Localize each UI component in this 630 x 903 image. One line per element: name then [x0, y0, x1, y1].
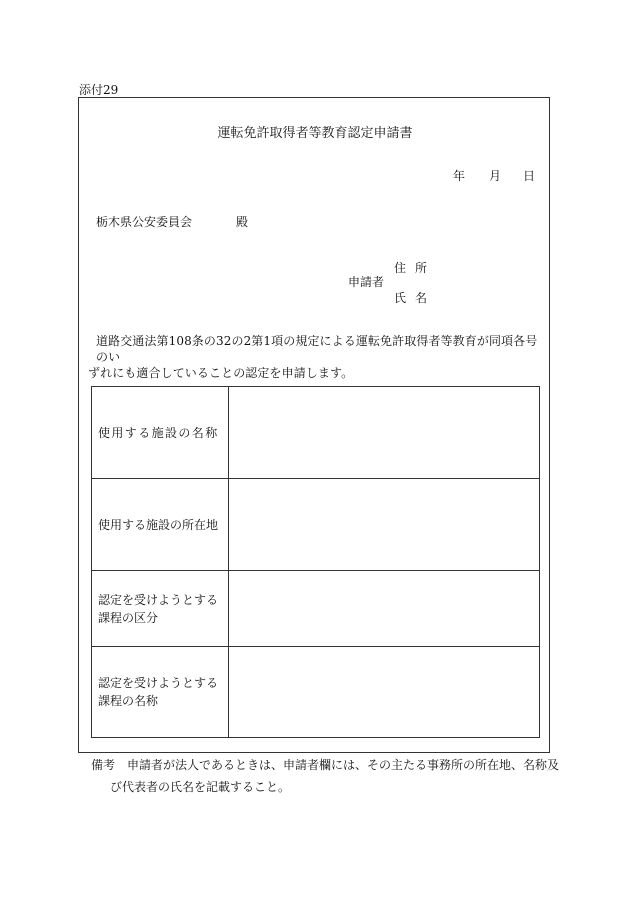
course-name-label: 認定を受けようとする 課程の名称 — [92, 647, 229, 738]
statement-line-1: 道路交通法第108条の32の2第1項の規定による運転免許取得者等教育が同項各号のい — [96, 334, 538, 364]
applicant-name-label: 氏名 — [394, 291, 437, 305]
course-category-field[interactable] — [229, 571, 540, 647]
course-name-field[interactable] — [229, 647, 540, 738]
table-row — [92, 571, 540, 647]
facility-name-label: 使用する施設の名称 — [92, 387, 229, 479]
course-category-label: 認定を受けようとする 課程の区分 — [92, 571, 229, 647]
facility-location-field[interactable] — [229, 479, 540, 571]
date-day-label: 日 — [523, 169, 536, 183]
remarks-line-1: 備考 申請者が法人であるときは、申請者欄には、その主たる事務所の所在地、名称及 — [91, 758, 560, 772]
date-year-label: 年 — [453, 169, 466, 183]
date-month-label: 月 — [489, 169, 502, 183]
facility-name-field[interactable] — [229, 387, 540, 479]
facility-location-label: 使用する施設の所在地 — [92, 479, 229, 571]
attachment-label: 添付29 — [79, 83, 119, 97]
recipient: 栃木県公安委員会 — [96, 215, 193, 229]
form-title: 運転免許取得者等教育認定申請書 — [217, 126, 413, 141]
table-row — [92, 387, 540, 479]
application-details-table — [91, 386, 540, 738]
applicant-address-label: 住所 — [394, 261, 437, 275]
applicant-label: 申請者 — [348, 275, 385, 289]
remarks-line-2: び代表者の氏名を記載すること。 — [110, 780, 291, 794]
statement-line-2: ずれにも適合していることの認定を申請します。 — [88, 366, 354, 380]
honorific: 殿 — [236, 215, 249, 229]
application-statement — [88, 333, 542, 381]
table-row — [92, 647, 540, 738]
table-row — [92, 479, 540, 571]
